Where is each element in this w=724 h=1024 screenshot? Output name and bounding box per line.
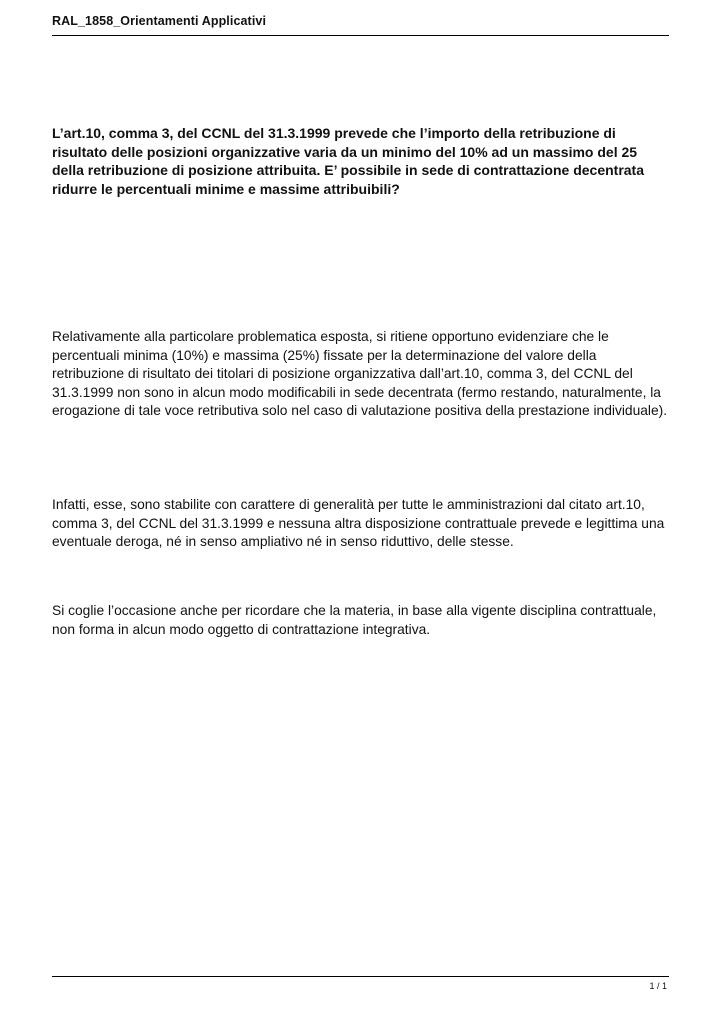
answer-paragraph-3: Si coglie l’occasione anche per ricordare che la materia, in base alla vigente disciplina contrattuale, non forma in alcun modo oggetto di contrattazione integrativa. — [52, 603, 657, 637]
footer-divider — [52, 976, 669, 977]
answer-paragraph-2: Infatti, esse, sono stabilite con carattere di generalità per tutte le amministrazioni dal citato art.10, comma 3, del CCNL del 31.3.1999 e nessuna altra disposizione contrattuale prevede e legittima una eventuale deroga, né in senso ampliativo né in senso riduttivo, delle stesse. — [52, 497, 665, 550]
document-title: RAL_1858_Orientamenti Applicativi — [52, 14, 267, 28]
header-divider — [52, 35, 669, 36]
page-number: 1 / 1 — [649, 981, 667, 991]
question-text: L’art.10, comma 3, del CCNL del 31.3.1999 prevede che l’importo della retribuzione di risultato delle posizioni organizzative varia da un minimo del 10% ad un massimo del 25 della retribuzione di posizione attribuita. E’ possibile in sede di contrattazione decentrata ridurre le percentuali minime e massime attribuibili? — [52, 125, 644, 197]
answer-paragraph-1: Relativamente alla particolare problematica esposta, si ritiene opportuno evidenziare che le percentuali minima (10%) e massima (25%) fissate per la determinazione del valore della retribuzione di risultato dei titolari di posizione organizzativa dall’art.10, comma 3, del CCNL del 31.3.1999 non sono in alcun modo modificabili in sede decentrata (fermo restando, naturalmente, la erogazione di tale voce retributiva solo nel caso di valutazione positiva della prestazione individuale). — [52, 329, 668, 419]
